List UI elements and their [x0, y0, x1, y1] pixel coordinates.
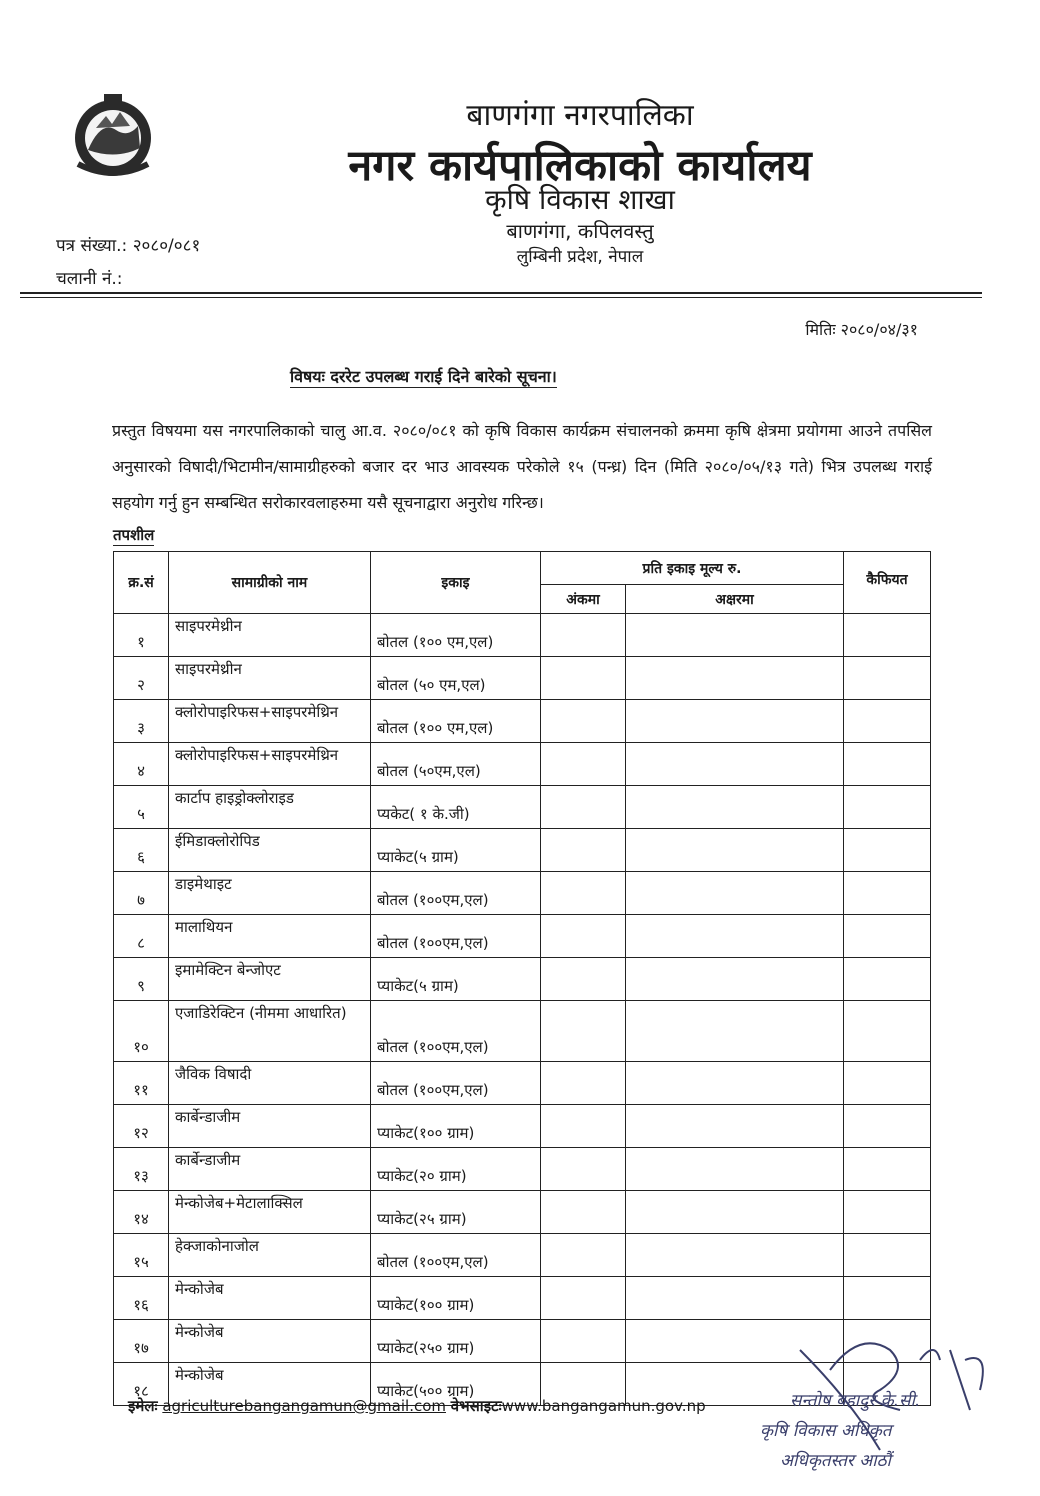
row-price-words: [626, 958, 844, 1001]
header-price-group: प्रति इकाइ मूल्य रु.: [541, 552, 844, 585]
table-row: [114, 1105, 931, 1148]
table-row: [114, 1148, 931, 1191]
table-row: [114, 872, 931, 915]
row-price-figures: [541, 614, 626, 657]
table-row: [114, 1277, 931, 1320]
row-price-figures: [541, 1234, 626, 1277]
table-row: [114, 829, 931, 872]
email-label: इमेलः: [128, 1397, 158, 1415]
table-row: [114, 700, 931, 743]
row-sn: १६: [114, 1277, 169, 1320]
row-item-name: क्लोरोपाइरिफस+साइपरमेथ्रिन: [169, 700, 371, 743]
office-name: नगर कार्यपालिकाको कार्यालय: [348, 141, 812, 191]
row-item-name: इमामेक्टिन बेन्जोएट: [169, 958, 371, 1001]
province-name: लुम्बिनी प्रदेश, नेपाल: [516, 247, 644, 267]
row-price-figures: [541, 1191, 626, 1234]
row-sn: ३: [114, 700, 169, 743]
row-item-name: जैविक विषादी: [169, 1062, 371, 1105]
row-item-name: कार्बेन्डाजीम: [169, 1105, 371, 1148]
row-price-words: [626, 872, 844, 915]
table-row: [114, 1062, 931, 1105]
row-remarks: [844, 743, 931, 786]
row-unit: बोतल (५० एम,एल): [371, 657, 541, 700]
table-row: [114, 614, 931, 657]
email-link[interactable]: agriculturebangangamun@gmail.com: [162, 1397, 446, 1415]
branch-name: कृषि विकास शाखा: [485, 183, 675, 216]
row-price-words: [626, 915, 844, 958]
row-price-words: [626, 614, 844, 657]
row-price-figures: [541, 1062, 626, 1105]
row-sn: १४: [114, 1191, 169, 1234]
row-unit: बोतल (१००एम,एल): [371, 1001, 541, 1062]
header-sn: क्र.सं: [114, 552, 169, 614]
row-item-name: एजाडिरेक्टिन (नीममा आधारित): [169, 1001, 371, 1062]
row-unit: बोतल (१०० एम,एल): [371, 614, 541, 657]
row-sn: १७: [114, 1320, 169, 1363]
table-row: [114, 1001, 931, 1062]
row-remarks: [844, 786, 931, 829]
row-unit: बोतल (१०० एम,एल): [371, 700, 541, 743]
row-sn: १८: [114, 1363, 169, 1406]
row-unit: प्याकेट(२५ ग्राम): [371, 1191, 541, 1234]
row-price-figures: [541, 743, 626, 786]
row-remarks: [844, 1191, 931, 1234]
row-price-figures: [541, 872, 626, 915]
row-sn: १५: [114, 1234, 169, 1277]
row-sn: ७: [114, 872, 169, 915]
signatory-level: अधिकृतस्तर आठौं: [780, 1451, 891, 1471]
row-price-words: [626, 1191, 844, 1234]
row-item-name: मालाथियन: [169, 915, 371, 958]
row-price-words: [626, 1062, 844, 1105]
header-divider-thin: [20, 297, 982, 298]
row-item-name: मेन्कोजेब: [169, 1363, 371, 1406]
date-label: मितिः: [805, 320, 836, 339]
row-price-words: [626, 700, 844, 743]
row-unit: प्याकेट(५०० ग्राम): [371, 1363, 541, 1406]
row-remarks: [844, 958, 931, 1001]
row-item-name: हेक्जाकोनाजोल: [169, 1234, 371, 1277]
row-price-figures: [541, 958, 626, 1001]
row-price-figures: [541, 1001, 626, 1062]
row-remarks: [844, 1105, 931, 1148]
patra-sankhya: [56, 233, 200, 256]
row-item-name: क्लोरोपाइरिफस+साइपरमेथ्रिन: [169, 743, 371, 786]
row-sn: २: [114, 657, 169, 700]
row-price-figures: [541, 829, 626, 872]
row-item-name: डाइमेथाइट: [169, 872, 371, 915]
table-row: [114, 1191, 931, 1234]
row-remarks: [844, 1062, 931, 1105]
table-row: [114, 786, 931, 829]
row-price-words: [626, 1148, 844, 1191]
row-sn: ८: [114, 915, 169, 958]
chalani-label: चलानी नं.:: [56, 269, 123, 289]
letter-subject: विषयः दररेट उपलब्ध गराई दिने बारेको सूचना।: [290, 367, 557, 386]
row-unit: बोतल (१००एम,एल): [371, 915, 541, 958]
row-unit: बोतल (५०एम,एल): [371, 743, 541, 786]
row-price-words: [626, 743, 844, 786]
row-sn: १: [114, 614, 169, 657]
row-remarks: [844, 700, 931, 743]
table-row: [114, 657, 931, 700]
row-price-words: [626, 657, 844, 700]
row-sn: १३: [114, 1148, 169, 1191]
row-sn: १२: [114, 1105, 169, 1148]
row-sn: ११: [114, 1062, 169, 1105]
row-price-words: [626, 1234, 844, 1277]
row-price-words: [626, 1001, 844, 1062]
header-unit: इकाइ: [371, 552, 541, 614]
row-unit: बोतल (१००एम,एल): [371, 1234, 541, 1277]
header-in-figures: अंकमा: [541, 585, 626, 614]
row-price-words: [626, 786, 844, 829]
row-item-name: कार्टाप हाइड्रोक्लोराइड: [169, 786, 371, 829]
row-price-figures: [541, 700, 626, 743]
row-item-name: मेन्कोजेब: [169, 1320, 371, 1363]
row-price-figures: [541, 1320, 626, 1363]
header-name: सामाग्रीको नाम: [169, 552, 371, 614]
row-item-name: मेन्कोजेब: [169, 1277, 371, 1320]
row-sn: ५: [114, 786, 169, 829]
signatory-name: सन्तोष बहादुर के.सी.: [790, 1391, 921, 1411]
row-remarks: [844, 829, 931, 872]
row-sn: १०: [114, 1001, 169, 1062]
letter-body: प्रस्तुत विषयमा यस नगरपालिकाको चालु आ.व. २०८०/०८१ को कृषि विकास कार्यक्रम संचालनको क्रममा कृषि क्षेत्रमा प्रयोगमा आउने तपसिल अनुसारको विषादी/भिटामीन/सामाग्रीहरुको बजार दर भाउ आवस्यक परेकोले १५ (पन्ध्र) दिन (मिति २०८०/०५/१३ गते) भित्र उपलब्ध गराई सहयोग गर्नु हुन सम्बन्धित सरोकारवलाहरुमा यसै सूचनाद्वारा अनुरोध गरिन्छ।: [112, 421, 932, 512]
items-table: [113, 551, 931, 1406]
table-title: तपशील: [113, 526, 155, 544]
row-sn: ४: [114, 743, 169, 786]
row-item-name: कार्बेन्डाजीम: [169, 1148, 371, 1191]
row-remarks: [844, 1234, 931, 1277]
row-item-name: ईमिडाक्लोरोपिड: [169, 829, 371, 872]
letter-date: [700, 318, 918, 340]
row-remarks: [844, 915, 931, 958]
row-unit: प्याकेट(१०० ग्राम): [371, 1105, 541, 1148]
row-remarks: [844, 1148, 931, 1191]
row-price-words: [626, 829, 844, 872]
table-row: [114, 743, 931, 786]
row-price-figures: [541, 1277, 626, 1320]
website-label: वेभसाइटः: [450, 1397, 502, 1415]
patra-value: २०८०/०८१: [132, 236, 201, 256]
date-value: २०८०/०४/३१: [840, 320, 918, 339]
patra-label: पत्र संख्या.:: [56, 236, 128, 256]
row-unit: बोतल (१००एम,एल): [371, 872, 541, 915]
row-price-words: [626, 1105, 844, 1148]
row-unit: प्याकेट(५ ग्राम): [371, 829, 541, 872]
row-sn: ९: [114, 958, 169, 1001]
signature-block: [760, 1320, 1020, 1495]
row-price-figures: [541, 1105, 626, 1148]
header-in-words: अक्षरमा: [626, 585, 844, 614]
row-remarks: [844, 872, 931, 915]
table-row: [114, 958, 931, 1001]
row-item-name: मेन्कोजेब+मेटालाक्सिल: [169, 1191, 371, 1234]
row-price-figures: [541, 786, 626, 829]
header-remarks: कैफियत: [844, 552, 931, 614]
row-remarks: [844, 1001, 931, 1062]
row-item-name: साइपरमेथ्रीन: [169, 657, 371, 700]
row-remarks: [844, 614, 931, 657]
row-unit: बोतल (१००एम,एल): [371, 1062, 541, 1105]
website-link[interactable]: www.bangangamun.gov.np: [501, 1397, 706, 1415]
municipality-name: बाणगंगा नगरपालिका: [466, 98, 694, 133]
signatory-designation: कृषि विकास अधिकृत: [760, 1421, 892, 1441]
row-unit: प्याकेट(५ ग्राम): [371, 958, 541, 1001]
row-remarks: [844, 1277, 931, 1320]
table-row: [114, 1234, 931, 1277]
header-divider: [20, 292, 982, 294]
row-price-words: [626, 1277, 844, 1320]
row-unit: प्याकेट(२५० ग्राम): [371, 1320, 541, 1363]
row-unit: प्यकेट( १ के.जी): [371, 786, 541, 829]
office-address: बाणगंगा, कपिलवस्तु: [506, 219, 654, 243]
row-price-figures: [541, 1148, 626, 1191]
table-row: [114, 915, 931, 958]
row-unit: प्याकेट(१०० ग्राम): [371, 1277, 541, 1320]
row-unit: प्याकेट(२० ग्राम): [371, 1148, 541, 1191]
row-price-figures: [541, 657, 626, 700]
row-price-figures: [541, 915, 626, 958]
row-sn: ६: [114, 829, 169, 872]
row-remarks: [844, 657, 931, 700]
row-item-name: साइपरमेथ्रीन: [169, 614, 371, 657]
footer-contact: [128, 1396, 706, 1416]
